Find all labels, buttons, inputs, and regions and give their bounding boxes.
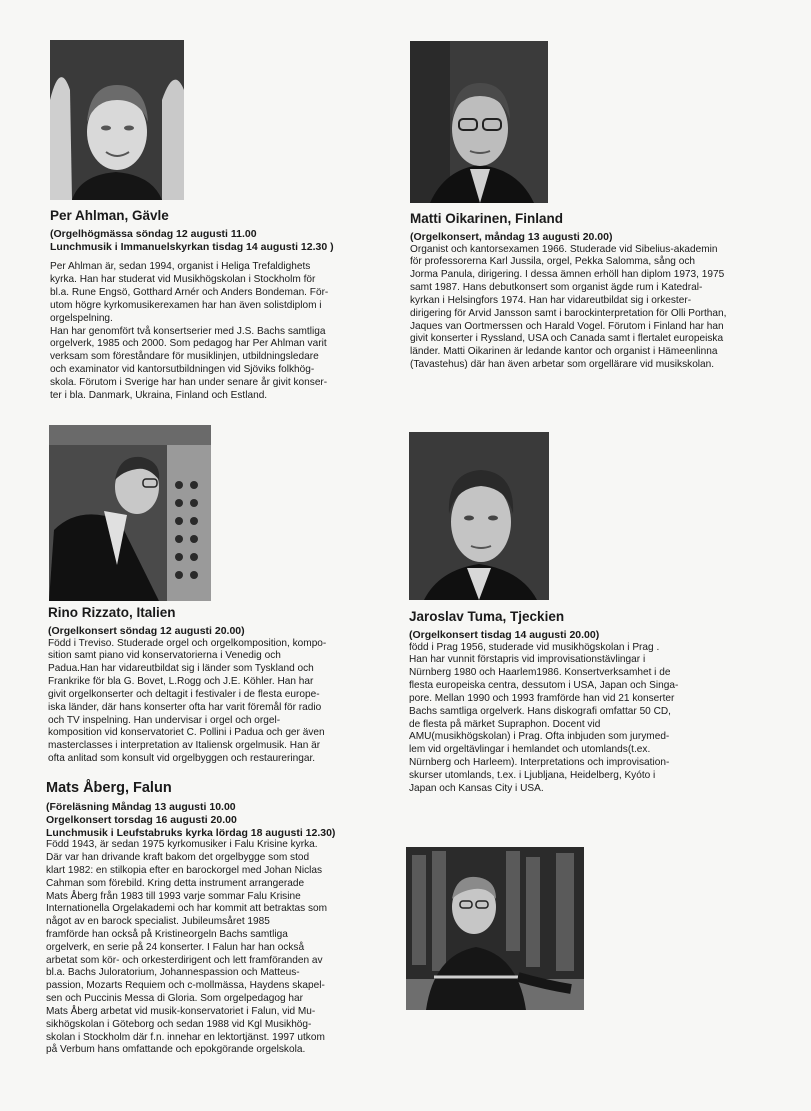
biography-paragraph: född i Prag 1956, studerade vid musikhögskolan i Prag . Han har vunnit förstapris vid improvisationstävlingar i Nürnberg 1980 och Haarlem1986. Konsertverksamhet i de flesta europeiska centra, dessutom i USA, Japan och Singa- pore. Mellan 1990 och 1993 framförde han vid 21 konserter Bachs samtliga orgelverk. Hans diskografi omfattar 50 CD, de flesta på märket Supraphon. Docent vid AMU(musikhögskolan) i Prag. Ofta inbjuden som jurymed- lem vid orgeltävlingar i hemlandet och utomlands(t.ex. Nürnberg och Harleem). Interpretations och improvisation- skurser utomlands, t.ex. i Ljubljana, Heidelberg, Kyóto i Japan och Kansas City i USA. (409, 641, 679, 794)
biography-paragraph: Född i Treviso. Studerade orgel och orgelkomposition, kompo- sition samt piano vid konservatorierna i Venedig och Padua.Han har vidareutbildat sig i länder som Tyskland och Frankrike för bla G. Bovet, L.Rogg och J.E. Köhler. Han har givit orgelkonserter och deltagit i festivaler i de flesta europe- iska länder, där hans konserter ofta har varit föremål för radio och TV inspelning. Han undervisar i orgel och orgel- komposition vid konservatoriet C. Pollini i Padua och ger även masterclasses i interpretation av Italiensk orgelmusik. Han är ofta anlitad som konsult vid orgelbyggen och restaureringar. (48, 637, 327, 764)
event-schedule: (Föreläsning Måndag 13 augusti 10.00 Orgelkonsert torsdag 16 augusti 20.00 Lunchmusik i Leufstabruks kyrka lördag 18 augusti 12.30) (46, 800, 336, 839)
section-rino-rizzato (48, 606, 393, 766)
photo-rino-rizzato (49, 425, 211, 601)
photo-jaroslav-tuma (409, 432, 549, 600)
person-name: Jaroslav Tuma, Tjeckien (409, 609, 565, 624)
event-schedule: (Orgelhögmässa söndag 12 augusti 11.00 Lunchmusik i Immanuelskyrkan tisdag 14 augusti 12.30 ) (50, 227, 334, 253)
event-schedule: (Orgelkonsert tisdag 14 augusti 20.00) (409, 628, 600, 641)
section-mats-aberg (46, 781, 391, 1057)
person-name: Per Ahlman, Gävle (50, 208, 169, 223)
biography-paragraph: Per Ahlman är, sedan 1994, organist i Heliga Trefaldighets kyrka. Han har studerat vid Musikhögskolan i Stockholm för bl.a. Rune Engsö, Gotthard Arnér och Anders Bondeman. För- utom högre kyrkomusikerexamen har han även solistdiplom i orgelspelning. (50, 261, 329, 324)
biography-paragraph: Organist och kantorsexamen 1966. Studerade vid Sibelius-akademin för professorerna Karl Jussila, orgel, Pekka Salomma, sång och Jorma Panula, dirigering. I dessa ämnen erhöll han diplom 1973, 1975 samt 1987. Hans debutkonsert som organist ägde rum i Katedral- kyrkan i Helsingfors 1974. Han har vidareutbildat sig i orkester- dirigering för Arvid Jansson samt i barockinterpretation för Olli Porthan, Jaques van Oortmerssen och Harald Vogel. Förutom i Finland har han givit konserter i Ryssland, USA och Canada samt i flertalet europeiska länder. Matti Oikarinen är ledande kantor och organist i Hämeenlinna (Tavastehus) där han även arbetar som orgellärare vid musikskolan. (410, 243, 727, 370)
event-schedule: (Orgelkonsert, måndag 13 augusti 20.00) (410, 230, 613, 243)
section-jaroslav-tuma (409, 610, 754, 795)
section-per-ahlman (50, 209, 390, 402)
person-name: Rino Rizzato, Italien (48, 605, 176, 620)
section-matti-oikarinen (410, 212, 795, 372)
photo-matti-oikarinen (410, 41, 548, 203)
photo-per-ahlman (50, 40, 184, 200)
photo-mats-aberg (406, 847, 584, 1010)
person-name: Mats Åberg, Falun (46, 780, 172, 796)
event-schedule: (Orgelkonsert söndag 12 augusti 20.00) (48, 624, 245, 637)
biography-paragraph: Han har genomfört två konsertserier med J.S. Bachs samtliga orgelverk, 1985 och 2000. Som pedagog har Per Ahlman varit verksam som föreståndare för musiklinjen, utbildningsledare och examinator vid kantorsutbildningen vid Sjöviks folkhög- skola. Förutom i Sverige har han under senare år givit konser- ter i bla. Danmark, Ukraina, Finland och Estland. (50, 325, 328, 401)
person-name: Matti Oikarinen, Finland (410, 211, 564, 226)
biography-paragraph: Född 1943, är sedan 1975 kyrkomusiker i Falu Krisine kyrka. Där var han drivande kraft bakom det orgelbygge som stod klart 1982: en stilkopia efter en barockorgel med Johan Niclas Cahman som förebild. Kring detta instrument arrangerade Mats Åberg från 1983 till 1993 varje sommar Falu Krisine Internationella Orgelakademi och har kommit att betraktas som något av en barock specialist. Jubileumsåret 1985 framförde han också på Kristineorgeln Bachs samtliga orgelverk, en serie på 24 konserter. I Falun har han också arbetat som kör- och orkesterdirigent och lett framföranden av bl.a. Bachs Juloratorium, Johannespassion och Matteus- passion, Mozarts Requiem och c-mollmässa, Haydens skapel- sen och Puccinis Messa di Gloria. Som orgelpedagog har Mats Åberg arbetat vid musik-konservatoriet i Falun, vid Mu- sikhögskolan i Göteborg och sedan 1988 vid Kgl Musikhög- skolan i Stockholm där f.n. innehar en lektortjänst. 1997 utkom på Verbum hans omfattande och epokgörande orgelskola. (46, 839, 328, 1056)
